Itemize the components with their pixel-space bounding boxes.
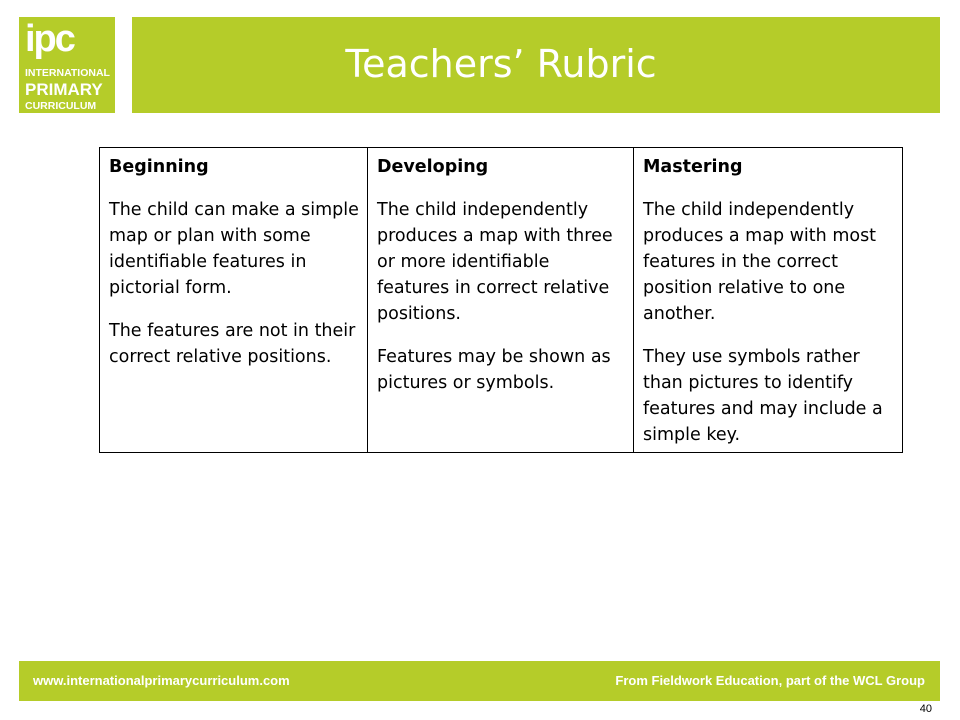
logo-mark: ipc [25,18,74,60]
ipc-logo [19,17,115,113]
footer-publisher: From Fieldwork Education, part of the WCL Group [615,673,925,688]
rubric-cell-beginning [100,148,368,453]
logo-line-primary: PRIMARY [25,80,103,99]
rubric-cell-developing [368,148,634,453]
logo-line-international: INTERNATIONAL [25,67,110,79]
logo-line-curriculum: CURRICULUM [25,100,97,112]
rubric-heading-developing: Developing [377,157,489,177]
footer-website: www.internationalprimarycurriculum.com [33,673,290,688]
rubric-heading-beginning: Beginning [109,157,209,177]
rubric-heading-mastering: Mastering [643,157,743,177]
rubric-text-mastering-2: They use symbols rather than pictures to identify features and may include a simple key. [643,347,883,445]
page-title: Teachers’ Rubric [345,42,657,86]
footer-bar [19,661,940,701]
rubric-text-beginning-1: The child can make a simple map or plan with some identifiable features in pictorial form. [109,200,359,298]
rubric-table [99,147,903,453]
rubric-text-developing-1: The child independently produces a map with three or more identifiable features in correct relative positions. [377,200,613,324]
page-number: 40 [919,703,932,715]
rubric-cell-mastering [634,148,903,453]
rubric-text-mastering-1: The child independently produces a map with most features in the correct position relative to one another. [643,200,877,324]
rubric-text-beginning-2: The features are not in their correct relative positions. [109,321,356,367]
title-bar [132,17,940,113]
rubric-row [100,148,903,453]
rubric-text-developing-2: Features may be shown as pictures or symbols. [377,347,611,393]
